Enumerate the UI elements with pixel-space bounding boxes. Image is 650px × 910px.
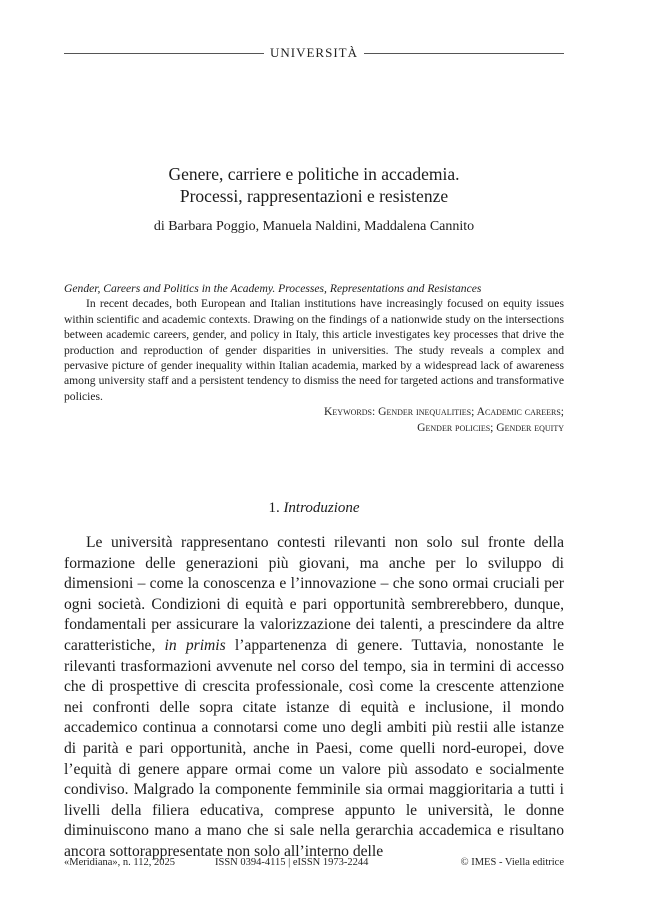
section-heading xyxy=(64,498,564,518)
article-title-line-2: Processi, rappresentazioni e resistenze xyxy=(179,186,449,206)
keywords-values-1: Gender inequalities; Academic careers; xyxy=(378,405,564,419)
abstract-text: In recent decades, both European and Italian institutions have increasingly focused on equity issues within scientific and academic contexts. Drawing on the findings of a nationwide study on the intersections between academic careers, gender, and policy in Italy, this article investigates key processes that drive the production and reproduction of gender disparities in universities. The study reveals a complex and pervasive picture of gender inequality within Italian academia, marked by a widespread lack of awareness among university staff and a persistent tendency to dismiss the need for targeted actions and transformative policies. xyxy=(64,297,564,403)
section-title: Introduzione xyxy=(283,500,360,516)
article-authors: di Barbara Poggio, Manuela Naldini, Maddalena Cannito xyxy=(153,219,475,234)
section-label: UNIVERSITÀ xyxy=(270,45,358,60)
header-rule-right xyxy=(364,53,564,54)
body-paragraph xyxy=(64,533,564,863)
section-number: 1. xyxy=(268,500,280,516)
article-title-line-1: Genere, carriere e politiche in accademia. xyxy=(168,164,460,184)
footer-publisher: © IMES - Viella editrice xyxy=(460,857,564,868)
abstract-title: Gender, Careers and Politics in the Academy. Processes, Representations and Resistances xyxy=(64,282,482,295)
header-rule-left xyxy=(64,53,264,54)
keywords xyxy=(64,404,564,435)
keywords-line-1 xyxy=(64,404,564,419)
body-emphasis: in primis xyxy=(164,636,226,654)
article-title-block xyxy=(64,163,564,236)
body-text-part-1: Le università rappresentano contesti rilevanti non solo sul fronte della formazione delle generazioni più giovani, ma anche per lo sviluppo di dimensioni – come la conoscenza e l’innovazione – che sono ormai cruciali per ogni società. Condizioni di equità e pari opportunità sembrerebbero, dunque, fondamentali per assicurare la valorizzazione dei talenti, a prescindere da altre caratteristiche, xyxy=(64,534,564,654)
abstract xyxy=(64,281,564,435)
running-header xyxy=(64,44,564,62)
body-text-part-2: l’appartenenza di genere. Tuttavia, nonostante le rilevanti trasformazioni avvenute nel corso del tempo, sia in termini di accesso che di prospettive di crescita professionale, così come la crescente attenzione nei confronti delle sopra citate istanze di equità e inclusione, il mondo accademico continua a connotarsi come uno degli ambiti più restii alle istanze di parità e pari opportunità, anche in Paesi, come quelli nord-europei, dove l’equità di genere appare ormai come un valore più assodato e socialmente condiviso. Malgrado la componente femminile sia ormai maggioritaria a tutti i livelli della filiera educativa, comprese appunto le università, le donne diminuiscono mano a mano che si sale nella gerarchia accademica e risultano ancora sottorappresentate non solo all’interno delle xyxy=(64,636,565,860)
footer-issn: ISSN 0394-4115 | eISSN 1973-2244 xyxy=(215,857,369,868)
keywords-line-2: Gender policies; Gender equity xyxy=(417,420,564,434)
keywords-label: Keywords: xyxy=(324,405,376,419)
footer-journal: «Meridiana», n. 112, 2025 xyxy=(64,857,176,868)
